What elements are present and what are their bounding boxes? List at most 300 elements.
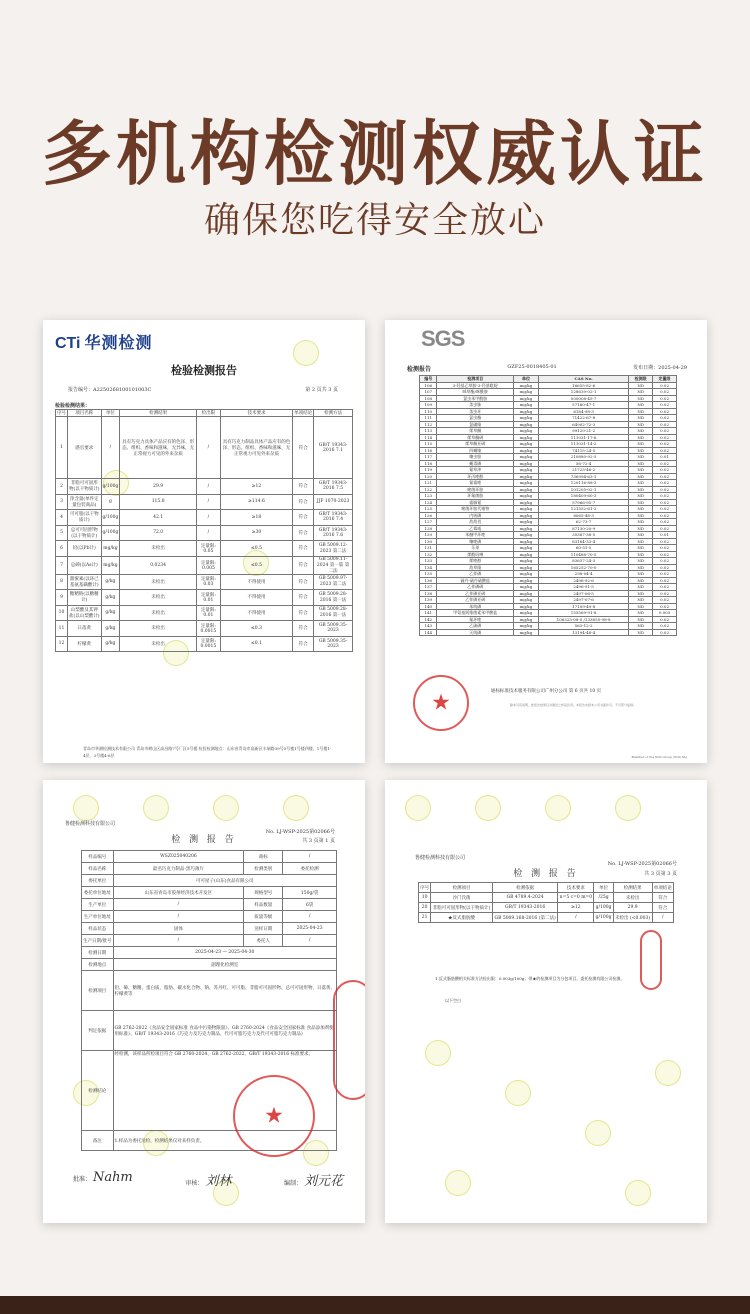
table-cell: mg/kg — [514, 603, 539, 610]
table-cell: 83164-33-4 — [538, 538, 628, 545]
table-cell: ND — [629, 525, 653, 532]
watermark-icon — [625, 1180, 651, 1206]
doc3-title: 检 测 报 告 — [171, 835, 237, 845]
table-cell: 119 — [420, 467, 437, 474]
hero-title: 多机构检测权威认证 — [42, 112, 708, 195]
table-cell: 64902-72-3 — [538, 421, 628, 428]
table-cell: 糖精钠(以糖精计) — [68, 590, 102, 606]
table-cell: 10 — [419, 893, 431, 903]
doc3-page: 共 3 页第 1 页 — [302, 838, 335, 844]
table-row — [56, 494, 353, 510]
table-header: 定量限 — [653, 376, 677, 383]
table-cell: 29.9 — [120, 479, 197, 495]
info-label: 生产单位 — [82, 899, 114, 911]
table-cell: 氯虫苯甲酰胺 — [437, 395, 514, 402]
info-value: 2025-04-23 — [283, 923, 337, 935]
table-cell: 敌草隆 — [437, 564, 514, 571]
info-value: / — [283, 911, 337, 923]
table-cell: 乙拌磷 — [437, 571, 514, 578]
table-cell: ND — [629, 460, 653, 467]
table-cell: 111 — [420, 415, 437, 422]
table-cell: 0.02 — [653, 486, 677, 493]
table-cell: 2 — [56, 479, 68, 495]
table-cell: 0.02 — [653, 408, 677, 415]
table-cell: 116 — [420, 447, 437, 454]
table-cell: 21725-46-2 — [538, 467, 628, 474]
table-cell: 83657-24-3 — [538, 558, 628, 565]
table-cell: 125 — [420, 506, 437, 513]
cti-report-card — [43, 320, 365, 763]
table-cell: 17109-49-8 — [538, 603, 628, 610]
table-cell: 符合 — [293, 605, 314, 621]
table-cell: 0.02 — [653, 603, 677, 610]
watermark-icon — [405, 795, 431, 821]
table-cell: 3 — [56, 494, 68, 510]
table-cell: 符合 — [293, 510, 314, 526]
table-cell: mg/kg — [514, 597, 539, 604]
table-header: 单位 — [514, 376, 539, 383]
table-cell: mg/kg — [514, 382, 539, 389]
info-value: 2025-04-23 — 2025-04-30 — [113, 947, 336, 959]
table-cell: ND — [629, 584, 653, 591]
table-header: 单位 — [594, 883, 613, 893]
info-value: 委托检测 — [283, 863, 337, 875]
table-cell: 57966-95-7 — [538, 499, 628, 506]
table-cell: 20 — [419, 903, 431, 913]
doc1-footer: 青岛市华测检测技术有限公司 青岛市崂山区高昌路7号厂区5号楼 检验检测地点：山东省青岛市高新区丰瑞路39号5号楼1号楼四楼，1号楼1-4层，3号楼4-6层 — [83, 746, 332, 758]
table-cell: mg/kg — [514, 571, 539, 578]
table-cell: mg/kg — [514, 447, 539, 454]
table-cell: 1 — [56, 417, 68, 479]
table-row — [56, 621, 353, 637]
table-cell: GB 5009.35-2023 — [314, 621, 353, 637]
table-cell: ≥18 — [220, 510, 292, 526]
table-cell: 131 — [420, 545, 437, 552]
watermark-icon — [425, 1040, 451, 1066]
table-cell: GB/T 19343-2016 7.4 — [314, 510, 353, 526]
table-row — [82, 887, 337, 899]
info-value: 150g/袋 — [283, 887, 337, 899]
cti-logo-mark: CTi — [55, 335, 81, 352]
table-cell: mg/kg — [514, 389, 539, 396]
table-cell: ND — [629, 434, 653, 441]
info-label: 生产单位地址 — [82, 911, 114, 923]
watermark-icon — [445, 1170, 471, 1196]
doc4-note: 1.反式脂肪酸相关标准方法检出限：0.003g/100g；带★的检测项目为分包项目，委托检测有限公司检测。 — [435, 976, 625, 981]
doc1-page: 第 2 页共 3 页 — [305, 387, 338, 393]
info-label: 生产日期/批号 — [82, 935, 114, 947]
info-value: / — [283, 935, 337, 947]
table-cell: 未检出 — [120, 574, 197, 590]
table-cell: 山梨酸及其钾盐(以山梨酸计) — [68, 605, 102, 621]
doc3-basis-text: GB 2762-2022《食品安全国家标准 食品中污染物限量》、GB 2760-2024《食品安全国家标准 食品添加剂使用标准》、GB/T 19343-2016《巧克力及巧克力制品、代可可脂巧克力及代可可脂巧克力制品》 — [113, 1011, 336, 1051]
table-cell: ND — [629, 623, 653, 630]
table-cell: 9 — [56, 590, 68, 606]
table-cell: mg/kg — [514, 460, 539, 467]
table-cell: ND — [629, 590, 653, 597]
table-cell: 0.02 — [653, 467, 677, 474]
watermark-icon — [475, 795, 501, 821]
table-cell: 0.01 — [653, 532, 677, 539]
table-cell: 118 — [420, 460, 437, 467]
table-cell: 6184-98-3 — [538, 408, 628, 415]
doc1-meta — [68, 386, 338, 393]
table-cell: ND — [629, 499, 653, 506]
table-cell: 定量限: 0.01 — [196, 590, 220, 606]
table-cell: 2496-91-5 — [538, 584, 628, 591]
table-header: 检出限 — [196, 410, 220, 417]
table-cell: n=5 c=0 m=0 — [558, 893, 594, 903]
table-cell: ≥12 — [558, 903, 594, 913]
table-header: 检测限 — [629, 376, 653, 383]
table-cell: 0.02 — [653, 441, 677, 448]
table-cell: GB 5009.12-2023 第二法 — [314, 541, 353, 557]
doc1-report-no: 报告编号：A2250268100101003C — [68, 387, 152, 393]
table-row — [82, 935, 337, 947]
table-cell: ≤0.1 — [220, 636, 292, 652]
table-cell: ND — [629, 532, 653, 539]
table-cell: 2497-07-6 — [538, 597, 628, 604]
table-cell: ≤0.5 — [220, 541, 292, 557]
info-label: 商标 — [244, 851, 283, 863]
table-row — [420, 629, 677, 636]
table-row — [56, 479, 353, 495]
table-header: 检测结果 — [613, 883, 652, 893]
doc3-project-text: 铅、砷、糖精、蛋白质、脂肪、碳水化合物、钠、苏丹红、可可脂、非脂可可固形物、总可可固形物、日落黄、柠檬黄等 — [113, 971, 336, 1011]
doc2-member: Member of the SGS Group (SGS SA) — [631, 755, 687, 759]
table-row — [419, 903, 674, 913]
table-cell: 铅(以Pb计) — [68, 541, 102, 557]
table-cell: mg/kg — [514, 525, 539, 532]
table-cell: 符合 — [293, 574, 314, 590]
sign-approve-label: 批准： — [73, 1176, 92, 1183]
watermark-icon — [213, 795, 239, 821]
table-cell: 符合 — [293, 556, 314, 574]
table-cell: 12 — [56, 636, 68, 652]
doc4-end: 以下空白 — [445, 998, 461, 1003]
table-cell: 0.02 — [653, 584, 677, 591]
table-cell: 符合 — [293, 479, 314, 495]
table-row — [56, 605, 353, 621]
table-cell: mg/kg — [514, 441, 539, 448]
table-cell: mg/kg — [514, 519, 539, 526]
table-cell: mg/kg — [514, 538, 539, 545]
table-cell: 符合 — [293, 417, 314, 479]
table-cell: mg/kg — [514, 629, 539, 636]
red-seal-icon: ★ — [413, 675, 469, 731]
table-header: 检测项目 — [431, 883, 493, 893]
table-cell: 未检出 — [120, 621, 197, 637]
table-cell: 124 — [420, 499, 437, 506]
table-cell: 符合 — [293, 494, 314, 510]
table-cell: 111031-17-6 — [538, 434, 628, 441]
table-cell: mg/kg — [514, 577, 539, 584]
table-cell: 115 — [420, 441, 437, 448]
table-cell: mg/kg — [514, 421, 539, 428]
table-cell: ≥12 — [220, 479, 292, 495]
table-cell: 128639-02-1 — [538, 389, 628, 396]
table-cell: g/kg — [101, 636, 120, 652]
doc2-header — [407, 364, 687, 373]
table-cell: ND — [629, 408, 653, 415]
table-cell: 乙硫磷 — [437, 623, 514, 630]
table-row — [56, 590, 353, 606]
table-cell: 0.0234 — [120, 556, 197, 574]
info-label: 委托单位地址 — [82, 887, 114, 899]
table-cell: 6 — [56, 541, 68, 557]
table-header: 技术要求 — [558, 883, 594, 893]
table-cell: ND — [629, 467, 653, 474]
table-cell: 298-04-4 — [538, 571, 628, 578]
table-cell: 62-73-7 — [538, 519, 628, 526]
table-cell: 123 — [420, 493, 437, 500]
table-row — [56, 636, 353, 652]
sign-review-label: 审核： — [185, 1180, 204, 1187]
table-cell: ND — [629, 402, 653, 409]
table-cell: 126 — [420, 512, 437, 519]
info-label: 检测类别 — [244, 863, 283, 875]
doc4-title: 检 测 报 告 — [513, 869, 579, 879]
doc2-results-table — [419, 375, 677, 636]
table-cell: 155569-91-8 — [538, 610, 628, 617]
table-cell: 符合 — [652, 893, 673, 903]
table-cell: 5 — [56, 525, 68, 541]
table-cell: 烯草酮砜 — [437, 434, 514, 441]
table-cell: 氯磺隆 — [437, 421, 514, 428]
table-cell: 0.005 — [653, 610, 677, 617]
table-cell: 净含量(单件定量包装商品) — [68, 494, 102, 510]
info-label: 检测日期 — [82, 947, 114, 959]
watermark-icon — [73, 795, 99, 821]
table-cell: 未检出 — [120, 590, 197, 606]
info-value: / — [113, 911, 244, 923]
table-cell: ND — [629, 603, 653, 610]
table-cell: 111031-14-2 — [538, 441, 628, 448]
red-seal-icon — [640, 930, 662, 990]
table-cell: 未检出 — [120, 605, 197, 621]
table-cell: 563-12-2 — [538, 623, 628, 630]
table-row — [56, 525, 353, 541]
table-cell: 2496-92-6 — [538, 577, 628, 584]
table-cell: / — [101, 417, 120, 479]
table-cell: 霜脲氰 — [437, 499, 514, 506]
table-cell: g/100g — [594, 903, 613, 913]
watermark-icon — [615, 795, 641, 821]
table-cell: mg/kg — [514, 408, 539, 415]
table-cell: g — [101, 494, 120, 510]
table-cell: 136 — [420, 577, 437, 584]
doc2-date: 发布日期：2025-04-29 — [633, 365, 687, 371]
table-cell: 氰草津 — [437, 467, 514, 474]
table-cell: / — [652, 913, 673, 923]
table-cell: 未检出 — [120, 636, 197, 652]
table-row — [82, 971, 337, 1011]
table-cell: 硫丹-硫丹硫酸盐 — [437, 577, 514, 584]
table-cell: ≤0.3 — [220, 621, 292, 637]
table-cell: 四螨嗪 — [437, 447, 514, 454]
table-cell: JJF 1070-2023 — [314, 494, 353, 510]
table-cell: 0.02 — [653, 447, 677, 454]
table-header: 序号 — [419, 883, 431, 893]
table-row — [82, 851, 337, 863]
red-seal-icon: ★ — [233, 1075, 315, 1157]
table-cell: 120116-88-3 — [538, 480, 628, 487]
table-cell: 0.02 — [653, 382, 677, 389]
doc3-remark-text: 1.样品为委托送检，检测结果仅对来样负责。 — [113, 1131, 336, 1151]
info-label: 质量等级 — [244, 911, 283, 923]
table-cell: ND — [629, 558, 653, 565]
table-cell: 0.02 — [653, 551, 677, 558]
table-cell: 35367-38-5 — [538, 532, 628, 539]
table-header: 单位 — [101, 410, 120, 417]
table-cell: ND — [629, 389, 653, 396]
table-cell: 107 — [420, 389, 437, 396]
table-cell: ND — [629, 545, 653, 552]
table-cell: 定量限: 0.0015 — [196, 621, 220, 637]
table-cell: mg/kg — [514, 467, 539, 474]
table-cell: 108 — [420, 395, 437, 402]
table-row — [419, 913, 674, 923]
table-cell: 138 — [420, 590, 437, 597]
table-cell: ≥114.6 — [220, 494, 292, 510]
table-cell: mg/kg — [514, 428, 539, 435]
watermark-icon — [655, 1060, 681, 1086]
info-label: 样品编号 — [82, 851, 114, 863]
table-cell: 符合 — [293, 636, 314, 652]
table-cell: 130 — [420, 538, 437, 545]
table-cell: GB 5009.35-2023 — [314, 636, 353, 652]
table-cell: 非脂可可固形物(以干物质计) — [68, 479, 102, 495]
table-row — [82, 1011, 337, 1051]
table-cell: GB 5009.28-2016 第一法 — [314, 590, 353, 606]
table-cell: 不得使用 — [220, 574, 292, 590]
table-cell: 500008-45-7 — [538, 395, 628, 402]
table-cell: mg/kg — [514, 610, 539, 617]
table-cell: 7 — [56, 556, 68, 574]
table-cell: 0.02 — [653, 421, 677, 428]
table-row — [82, 923, 337, 935]
table-row — [82, 899, 337, 911]
table-cell: ND — [629, 415, 653, 422]
table-cell: mg/kg — [514, 486, 539, 493]
table-header: 单项结论 — [652, 883, 673, 893]
table-cell: 101205-02-1 — [538, 486, 628, 493]
table-cell: 总砷(以As计) — [68, 556, 102, 574]
table-cell: 74115-24-5 — [538, 447, 628, 454]
table-cell: GB 5009.168-2016 (第二法) — [492, 913, 557, 923]
table-cell: 0.02 — [653, 473, 677, 480]
table-cell: ≥30 — [220, 525, 292, 541]
table-cell: / — [558, 913, 594, 923]
table-cell: 0.02 — [653, 597, 677, 604]
table-cell: GB 5009.11-2024 第一篇 第二法 — [314, 556, 353, 574]
table-cell: 敌敌畏 — [437, 519, 514, 526]
table-cell: mg/kg — [514, 590, 539, 597]
table-cell: 0.02 — [653, 519, 677, 526]
table-cell: ND — [629, 512, 653, 519]
table-row — [56, 510, 353, 526]
table-cell: 141 — [420, 610, 437, 617]
red-seal-icon — [333, 980, 365, 1100]
info-value: 山东省青岛市胶州经济技术开发区 — [113, 887, 244, 899]
table-cell: 0.02 — [653, 538, 677, 545]
table-cell: 嘧菌环胺代谢物 — [437, 506, 514, 513]
table-cell: ND — [629, 506, 653, 513]
table-cell: 乙拌磷亚砜 — [437, 590, 514, 597]
watermark-icon — [283, 795, 309, 821]
table-cell: 烯草酮 — [437, 428, 514, 435]
table-cell: 0.02 — [653, 571, 677, 578]
table-cell: GB/T 19343-2016 — [492, 903, 557, 913]
table-cell: 定量限: 0.05 — [196, 541, 220, 557]
table-cell: ND — [629, 382, 653, 389]
table-cell: 不得使用 — [220, 605, 292, 621]
table-cell: mg/kg — [514, 564, 539, 571]
table-cell: ND — [629, 551, 653, 558]
info-value: WSZ025040206 — [113, 851, 244, 863]
table-cell: 苯醚甲环唑 — [437, 532, 514, 539]
table-cell: 129 — [420, 532, 437, 539]
info-label: 送样日期 — [244, 923, 283, 935]
bottom-bar — [0, 1296, 750, 1314]
table-cell: 甲氨基阿维菌素苯甲酸盐 — [437, 610, 514, 617]
table-cell: GB 4789.4-2024 — [492, 893, 557, 903]
table-cell: ND — [629, 564, 653, 571]
table-cell: 110 — [420, 408, 437, 415]
table-cell: 165252-70-0 — [538, 564, 628, 571]
table-cell: g/kg — [101, 621, 120, 637]
table-cell: 0.02 — [653, 428, 677, 435]
table-cell: / — [196, 417, 220, 479]
table-row — [56, 574, 353, 590]
watermark-icon — [143, 795, 169, 821]
table-cell: 具有巧克力制品具体产品应有的色泽、形态、组织、香味和滋味，无正常视力可见外来杂质 — [220, 417, 292, 479]
table-cell: mg/kg — [514, 480, 539, 487]
info-value: / — [283, 851, 337, 863]
table-cell: g/kg — [101, 605, 120, 621]
watermark-icon — [585, 1120, 611, 1146]
table-row — [82, 875, 337, 887]
doc3-report-no: No. LJ-WSP-2025第02066号 — [265, 829, 335, 835]
table-cell: 环丙唑醇 — [437, 473, 514, 480]
doc1-title: 检验检测报告 — [171, 364, 237, 377]
table-cell: 128 — [420, 525, 437, 532]
table-row — [82, 863, 337, 875]
table-header: 序号 — [57, 411, 66, 416]
watermark-icon — [505, 1080, 531, 1106]
info-value: 可可屋子(山东)食品有限公司 — [113, 875, 336, 887]
doc3-remark-label: 备注 — [82, 1131, 114, 1151]
table-cell: 736994-63-1 — [538, 473, 628, 480]
table-cell: ★反式脂肪酸 — [431, 913, 493, 923]
table-cell: 144 — [420, 629, 437, 636]
table-cell: ND — [629, 597, 653, 604]
table-cell: 灭线磷 — [437, 629, 514, 636]
table-cell: 内吸磷 — [437, 512, 514, 519]
table-row — [56, 541, 353, 557]
table-cell: ND — [629, 493, 653, 500]
sgs-logo: SGS — [421, 326, 465, 351]
info-label: 检测地点 — [82, 959, 114, 971]
table-cell: 符合 — [293, 590, 314, 606]
table-cell: 符合 — [293, 621, 314, 637]
table-cell: g/kg — [101, 590, 120, 606]
table-cell: 未检出 — [613, 893, 652, 903]
table-cell: ND — [629, 395, 653, 402]
table-cell: GB/T 19343-2016 7.6 — [314, 525, 353, 541]
info-label: 规格型号 — [244, 887, 283, 899]
table-cell: 未检出 (<0.003) — [613, 913, 652, 923]
